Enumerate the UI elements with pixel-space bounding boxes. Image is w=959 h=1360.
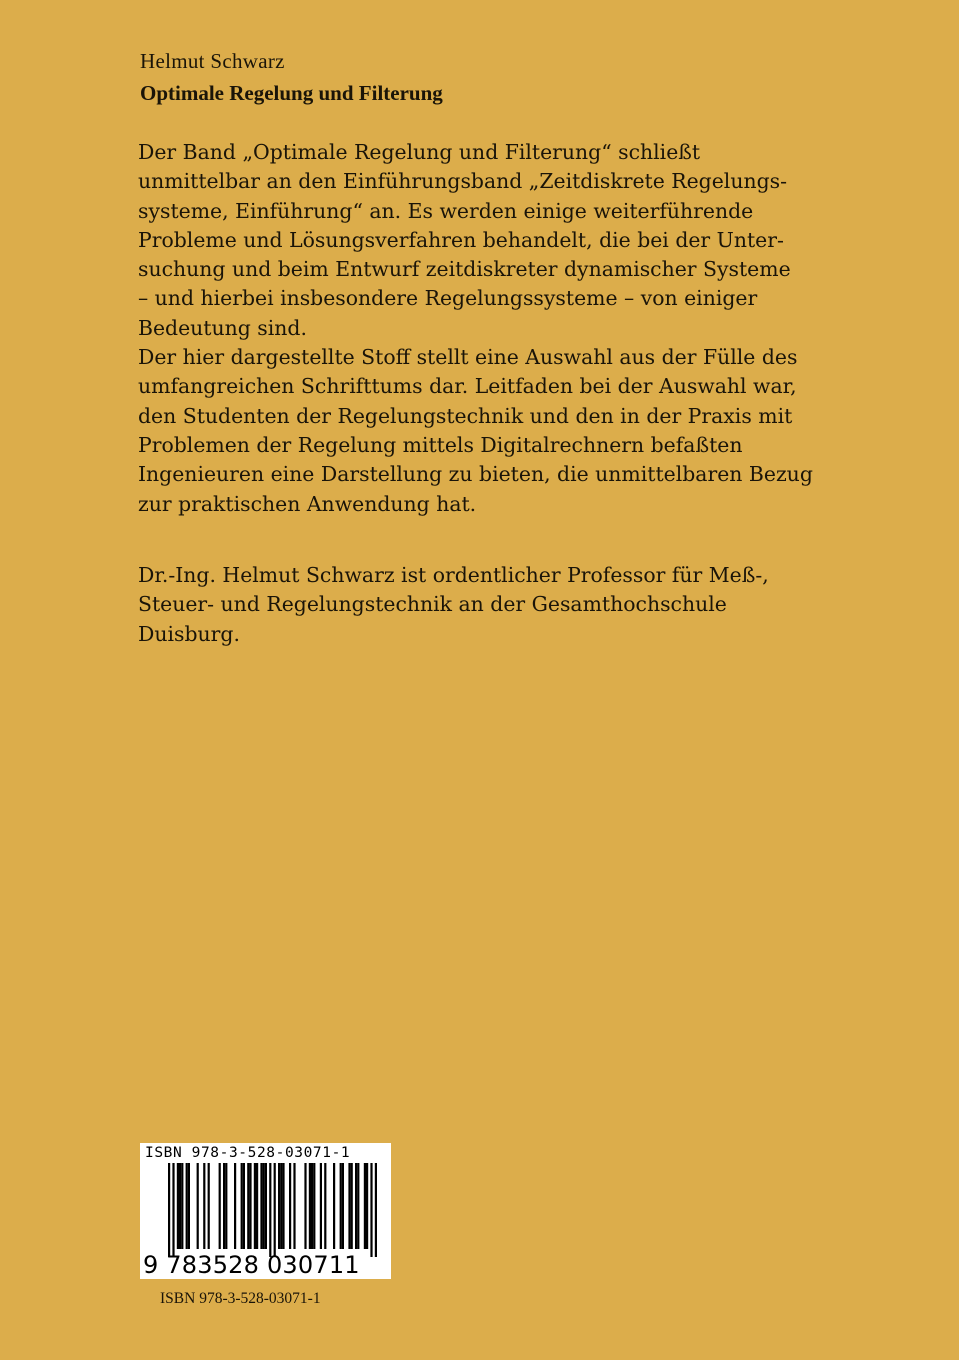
barcode-bar: [234, 1163, 236, 1249]
blurb-line: Der Band „Optimale Regelung und Filterung“ schließt: [138, 140, 701, 164]
barcode-bar: [370, 1163, 372, 1257]
bio-line: Duisburg.: [138, 621, 240, 646]
blurb-line: Problemen der Regelung mittels Digitalrechnern befaßten: [138, 432, 743, 457]
barcode-bar: [282, 1163, 284, 1249]
barcode-bar: [256, 1163, 258, 1249]
barcode-bar: [274, 1163, 276, 1257]
barcode-bar: [366, 1163, 368, 1249]
barcode-isbn-label: ISBN 978-3-528-03071-1: [145, 1145, 351, 1161]
barcode-bar: [293, 1163, 295, 1249]
bio-line: Steuer- und Regelungstechnik an der Gesamthochschule: [138, 592, 727, 617]
barcode-bar: [243, 1163, 245, 1249]
book-title: Optimale Regelung und Filterung: [140, 81, 443, 105]
barcode-bar: [364, 1163, 366, 1249]
blurb-line: Probleme und Lösungsverfahren behandelt, die bei der Unter-: [138, 227, 784, 252]
blurb-line: umfangreichen Schrifttums dar. Leitfaden bei der Auswahl war,: [138, 374, 797, 399]
blurb-line: Der hier dargestellte Stoff stellt eine Auswahl aus der Fülle des: [138, 345, 798, 370]
blurb-text: [138, 138, 878, 519]
blurb-line: Ingenieuren eine Darstellung zu bieten, die unmittelbaren Bezug: [138, 462, 813, 487]
barcode-bar: [168, 1163, 170, 1257]
barcode-bar: [263, 1163, 265, 1249]
barcode-bar: [355, 1163, 357, 1249]
barcode-bar: [265, 1163, 267, 1249]
barcode-bar: [375, 1163, 377, 1257]
blurb-line: Bedeutung sind.: [138, 315, 307, 340]
blurb-line: zur praktischen Anwendung hat.: [138, 491, 477, 516]
barcode-bar: [280, 1163, 282, 1249]
barcode-bar: [186, 1163, 188, 1249]
barcode-bar: [241, 1163, 243, 1249]
barcode-bar: [324, 1163, 326, 1249]
isbn-footer: ISBN 978-3-528-03071-1: [160, 1290, 321, 1307]
barcode-bar: [313, 1163, 315, 1249]
blurb-line: – und hierbei insbesondere Regelungssysteme – von einiger: [138, 286, 758, 311]
barcode-bar: [219, 1163, 221, 1249]
blurb-line: suchung und beim Entwurf zeitdiskreter dynamischer Systeme: [138, 257, 791, 282]
blurb-line: systeme, Einführung“ an. Es werden einige weiterführende: [138, 198, 754, 223]
blurb-line: unmittelbar an den Einführungsband „Zeitdiskrete Regelungs-: [138, 169, 787, 194]
barcode-bars: [140, 1163, 391, 1259]
author-bio: [138, 561, 878, 649]
barcode-bar: [260, 1163, 262, 1249]
barcode-bar: [309, 1163, 311, 1249]
barcode-bar: [203, 1163, 205, 1249]
barcode-bar: [254, 1163, 256, 1249]
barcode-bar: [223, 1163, 225, 1249]
barcode-bar: [247, 1163, 249, 1249]
barcode-bar: [351, 1163, 353, 1249]
barcode-box: [140, 1143, 391, 1279]
barcode-digits: 9 783528 030711: [143, 1251, 360, 1279]
barcode-bar: [333, 1163, 335, 1249]
barcode-bar: [342, 1163, 344, 1249]
barcode-bar: [357, 1163, 359, 1249]
barcode-bar: [348, 1163, 350, 1249]
barcode-bar: [304, 1163, 306, 1249]
barcode-bar: [320, 1163, 322, 1249]
barcode-bar: [172, 1163, 174, 1257]
barcode-bar: [249, 1163, 251, 1249]
author-name: Helmut Schwarz: [140, 49, 285, 73]
barcode-bar: [289, 1163, 291, 1249]
blurb-line: den Studenten der Regelungstechnik und den in der Praxis mit: [138, 403, 793, 428]
barcode-bar: [188, 1163, 190, 1249]
barcode-bar: [208, 1163, 210, 1249]
barcode-bar: [179, 1163, 181, 1249]
barcode-bar: [181, 1163, 183, 1249]
barcode-bar: [225, 1163, 227, 1249]
barcode-bar: [311, 1163, 313, 1249]
barcode-bar: [340, 1163, 342, 1249]
barcode-bar: [177, 1163, 179, 1249]
barcode-bar: [269, 1163, 271, 1257]
bio-line: Dr.-Ing. Helmut Schwarz ist ordentlicher Professor für Meß-,: [138, 563, 769, 587]
barcode-bar: [278, 1163, 280, 1249]
barcode-bar: [197, 1163, 199, 1249]
